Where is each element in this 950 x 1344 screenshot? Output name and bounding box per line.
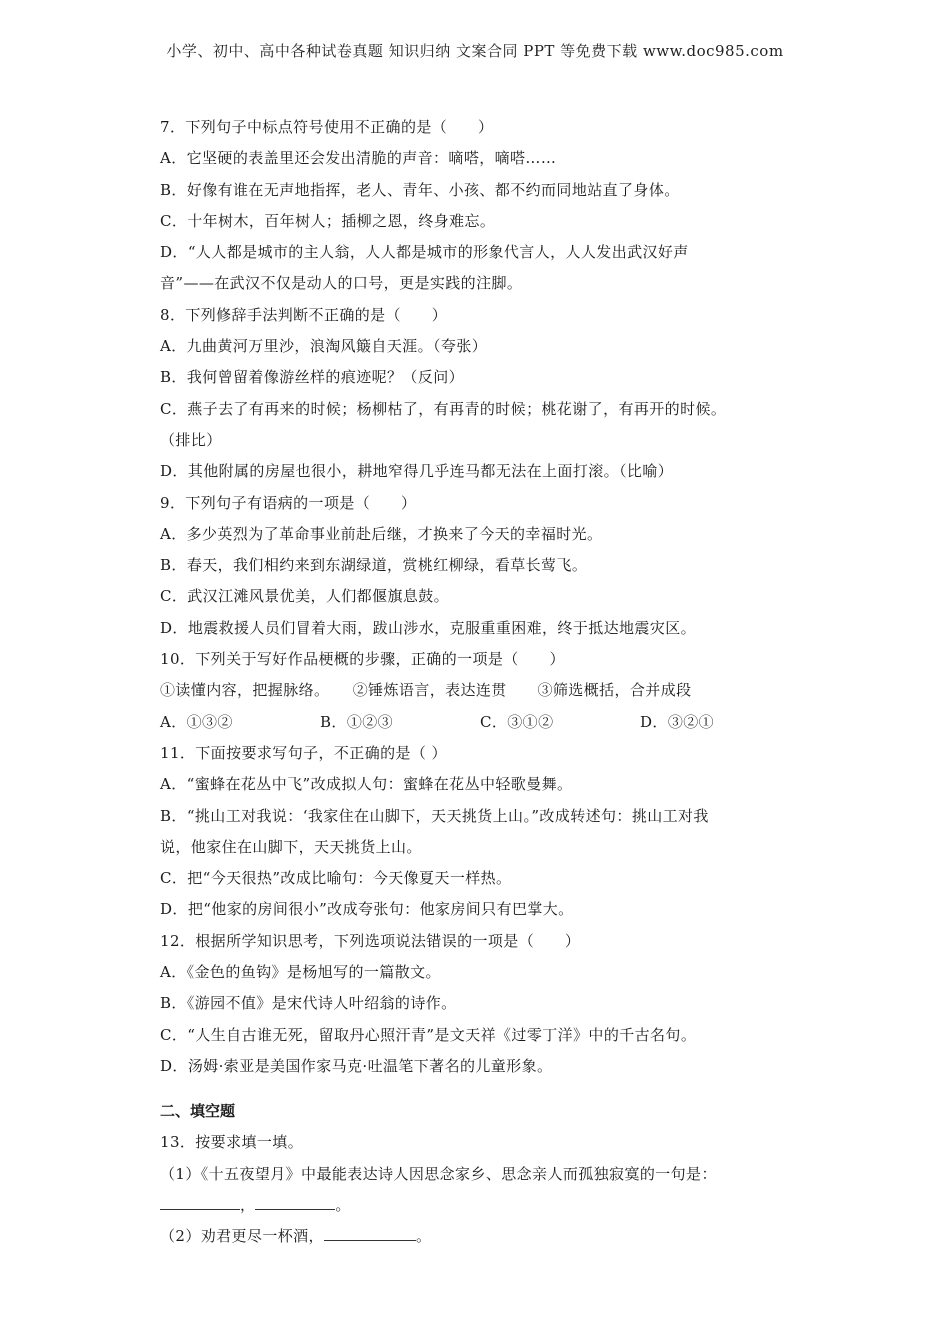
question-9-option-c: C．武汉江滩风景优美，人们都偃旗息鼓。 <box>160 587 450 606</box>
question-11-option-a: A．“蜜蜂在花丛中飞”改成拟人句：蜜蜂在花丛中轻歌曼舞。 <box>160 775 573 794</box>
question-9-option-b: B．春天，我们相约来到东湖绿道，赏桃红柳绿，看草长莺飞。 <box>160 556 588 575</box>
question-13-part-1-answer-line <box>160 1190 800 1221</box>
question-11-option-b-line1: B．“挑山工对我说：‘我家住在山脚下，天天挑货上山。”改成转述句：挑山工对我 <box>160 806 709 825</box>
question-9-option-d: D．地震救援人员们冒着大雨，跋山涉水，克服重重困难，终于抵达地震灾区。 <box>160 618 697 637</box>
question-13-part-2 <box>160 1221 800 1252</box>
answer-blank-2[interactable] <box>255 1194 335 1210</box>
question-11-option-c: C．把“今天很热”改成比喻句：今天像夏天一样热。 <box>160 869 512 888</box>
question-7-option-d-line1: D．“人人都是城市的主人翁，人人都是城市的形象代言人，人人发出武汉好声 <box>160 243 689 262</box>
question-8-option-c-line1: C．燕子去了有再来的时候；杨柳枯了，有再青的时候；桃花谢了，有再开的时候。 <box>160 399 727 418</box>
question-11-stem: 11．下面按要求写句子，不正确的是（ ） <box>160 743 447 762</box>
answer-blank-1[interactable] <box>160 1194 240 1210</box>
question-8-option-a: A．九曲黄河万里沙，浪淘风簸自天涯。（夸张） <box>160 337 488 356</box>
answer-blank-3[interactable] <box>324 1225 416 1241</box>
question-7-option-c: C．十年树木，百年树人；插柳之恩，终身难忘。 <box>160 211 496 230</box>
question-13-stem: 13．按要求填一填。 <box>160 1133 304 1152</box>
question-12-stem: 12．根据所学知识思考，下列选项说法错误的一项是（ ） <box>160 931 581 950</box>
question-12-option-b: B．《游园不值》是宋代诗人叶绍翁的诗作。 <box>160 994 457 1013</box>
comma-separator: ， <box>240 1195 256 1214</box>
question-11-option-d: D．把“他家的房间很小”改成夸张句：他家房间只有巴掌大。 <box>160 900 574 919</box>
question-8-stem: 8．下列修辞手法判断不正确的是（ ） <box>160 305 448 324</box>
question-12-option-c: C．“人生自古谁无死，留取丹心照汗青”是文天祥《过零丁洋》中的千古名句。 <box>160 1025 697 1044</box>
question-12-option-a: A．《金色的鱼钩》是杨旭写的一篇散文。 <box>160 963 441 982</box>
question-9-stem: 9．下列句子有语病的一项是（ ） <box>160 493 417 512</box>
question-8-option-b: B．我何曾留着像游丝样的痕迹呢？（反问） <box>160 368 465 387</box>
question-13-part-2-text: （2）劝君更尽一杯酒， <box>160 1227 324 1246</box>
question-8-option-c-line2: （排比） <box>160 430 222 449</box>
section-heading-fill-in: 二、填空题 <box>160 1102 236 1121</box>
period-mark-2: 。 <box>415 1227 432 1246</box>
question-7-option-d-line2: 音”——在武汉不仅是动人的口号，更是实践的注脚。 <box>160 274 523 293</box>
question-7-option-a: A．它坚硬的表盖里还会发出清脆的声音：嘀嗒，嘀嗒…… <box>160 149 557 168</box>
question-11-option-b-line2: 说，他家住在山脚下，天天挑货上山。 <box>160 837 422 856</box>
question-8-option-d: D．其他附属的房屋也很小，耕地窄得几乎连马都无法在上面打滚。（比喻） <box>160 462 674 481</box>
question-10-option-b: B．①②③ <box>320 712 394 731</box>
period-mark: 。 <box>335 1195 351 1214</box>
page-header-banner: 小学、初中、高中各种试卷真题 知识归纳 文案合同 PPT 等免费下载 www.doc985.com <box>166 42 784 60</box>
question-10-option-d: D．③②① <box>640 712 715 731</box>
question-10-options <box>160 707 800 738</box>
question-12-option-d: D．汤姆·索亚是美国作家马克·吐温笔下著名的儿童形象。 <box>160 1056 553 1075</box>
question-13-part-1: （1）《十五夜望月》中最能表达诗人因思念家乡、思念亲人而孤独寂寞的一句是： <box>160 1164 717 1183</box>
question-10-stem: 10．下列关于写好作品梗概的步骤，正确的一项是（ ） <box>160 650 565 669</box>
question-7-option-b: B．好像有谁在无声地指挥，老人、青年、小孩、都不约而同地站直了身体。 <box>160 180 680 199</box>
question-10-steps: ①读懂内容，把握脉络。 ②锤炼语言，表达连贯 ③筛选概括，合并成段 <box>160 681 692 700</box>
question-10-option-c: C．③①② <box>480 712 554 731</box>
exam-content <box>160 112 800 1252</box>
question-7-stem: 7．下列句子中标点符号使用不正确的是（ ） <box>160 118 494 136</box>
question-10-option-a: A．①③② <box>160 712 233 731</box>
question-9-option-a: A．多少英烈为了革命事业前赴后继，才换来了今天的幸福时光。 <box>160 524 603 543</box>
